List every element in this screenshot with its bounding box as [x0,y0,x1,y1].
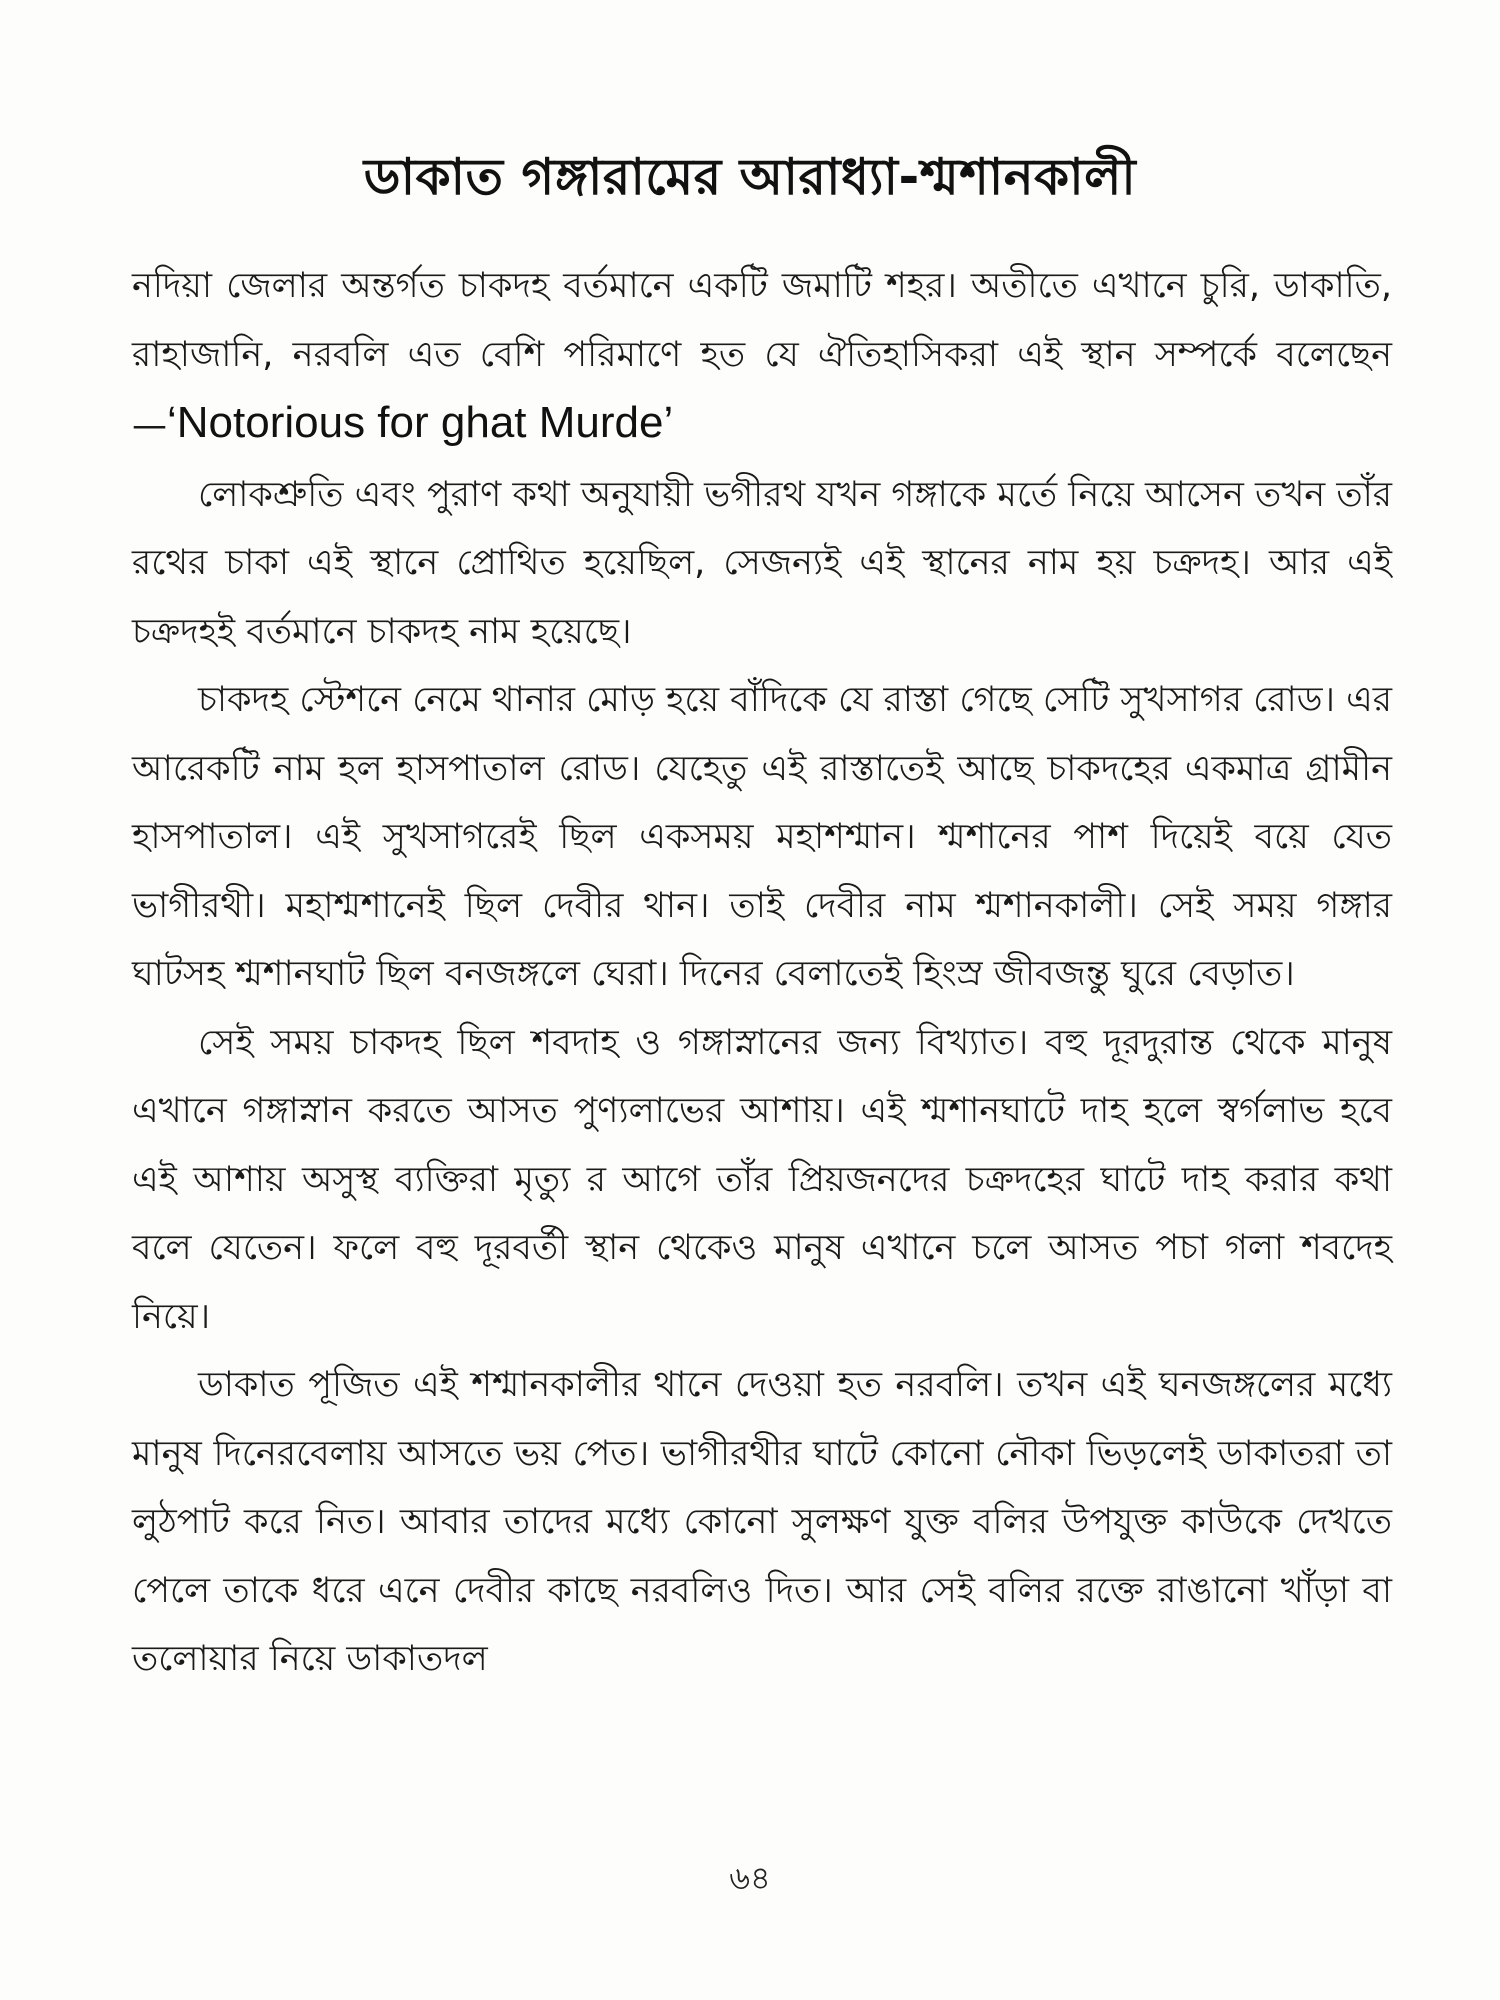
paragraph-4: সেই সময় চাকদহ ছিল শবদাহ ও গঙ্গাস্নানের জন্য বিখ্যাত। বহু দূরদুরান্ত থেকে মানুষ এখানে গঙ্গাস্নান করতে আসত পুণ্যলাভের আশায়। এই শ্মশানঘাটে দাহ হলে স্বর্গলাভ হবে এই আশায় অসুস্থ ব্যক্তিরা মৃত্যু র আগে তাঁর প্রিয়জনদের চক্রদহের ঘাটে দাহ করার কথা বলে যেতেন। ফলে বহু দূরবর্তী স্থান থেকেও মানুষ এখানে চলে আসত পচা গলা শবদেহ নিয়ে। [132,1022,1392,1337]
paragraph-1 [132,252,1392,461]
body-text [132,252,1392,1694]
english-quote: ‘Notorious for ghat Murde’ [167,398,674,447]
paragraph-5: ডাকাত পূজিত এই শশ্মানকালীর থানে দেওয়া হত নরবলি। তখন এই ঘনজঙ্গলের মধ্যে মানুষ দিনেরবেলায় আসতে ভয় পেত। ভাগীরথীর ঘাটে কোনো নৌকা ভিড়লেই ডাকাতরা তা লুঠপাট করে নিত। আবার তাদের মধ্যে কোনো সুলক্ষণ যুক্ত বলির উপযুক্ত কাউকে দেখতে পেলে তাকে ধরে এনে দেবীর কাছে নরবলিও দিত। আর সেই বলির রক্তে রাঙানো খাঁড়া বা তলোয়ার নিয়ে ডাকাতদল [132,1365,1392,1679]
chapter-title: ডাকাত গঙ্গারামের আরাধ্যা-শ্মশানকালী [363,147,1137,206]
paragraph-1-text: নদিয়া জেলার অন্তর্গত চাকদহ বর্তমানে একটি জমাটি শহর। অতীতে এখানে চুরি, ডাকাতি, রাহাজানি, নরবলি এত বেশি পরিমাণে হত যে ঐতিহাসিকরা এই স্থান সম্পর্কে বলেছেন— [132,266,1392,446]
paragraph-2: লোকশ্রুতি এবং পুরাণ কথা অনুযায়ী ভগীরথ যখন গঙ্গাকে মর্তে নিয়ে আসেন তখন তাঁর রথের চাকা এই স্থানে প্রোথিত হয়েছিল, সেজন্যই এই স্থানের নাম হয় চক্রদহ। আর এই চক্রদহই বর্তমানে চাকদহ নাম হয়েছে। [132,474,1392,652]
page-number: ৬৪ [729,1859,771,1897]
paragraph-3: চাকদহ স্টেশনে নেমে থানার মোড় হয়ে বাঁদিকে যে রাস্তা গেছে সেটি সুখসাগর রোড। এর আরেকটি নাম হল হাসপাতাল রোড। যেহেতু এই রাস্তাতেই আছে চাকদহের একমাত্র গ্রামীন হাসপাতাল। এই সুখসাগরেই ছিল একসময় মহাশশ্মান। শ্মশানের পাশ দিয়েই বয়ে যেত ভাগীরথী। মহাশ্মশানেই ছিল দেবীর থান। তাই দেবীর নাম শ্মশানকালী। সেই সময় গঙ্গার ঘাটসহ শ্মশানঘাট ছিল বনজঙ্গলে ঘেরা। দিনের বেলাতেই হিংস্র জীবজন্তু ঘুরে বেড়াত। [132,680,1392,994]
